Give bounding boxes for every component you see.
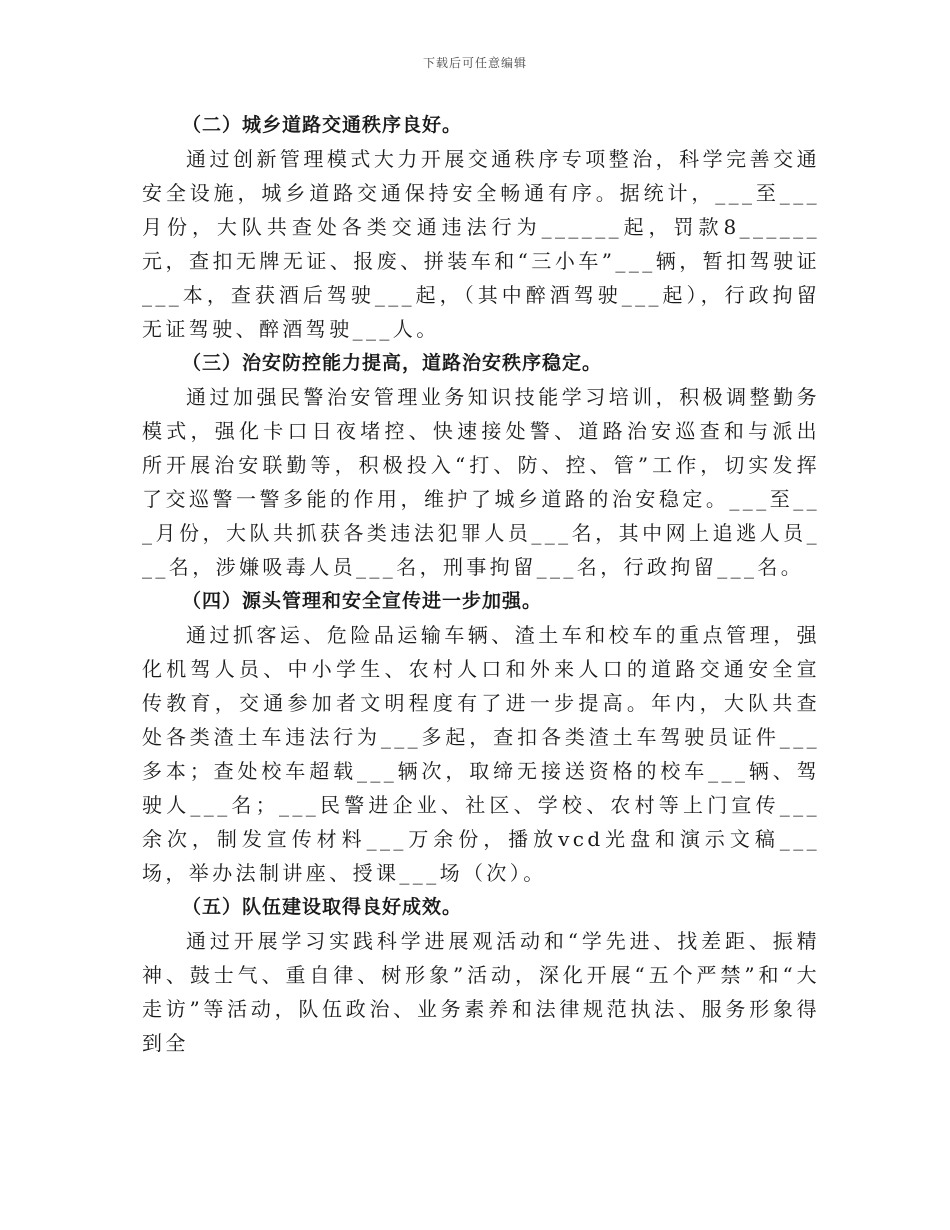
section-heading: （五）队伍建设取得良好成效。 <box>182 896 463 918</box>
section-4 <box>142 584 820 890</box>
document-body <box>142 108 820 1060</box>
section-paragraph: 通过创新管理模式大力开展交通秩序专项整治，科学完善交通安全设施，城乡道路交通保持安全畅通有序。据统计，___至___月份，大队共查处各类交通违法行为______起，罚款8______元，查扣无牌无证、报废、拼装车和“三小车”___辆，暂扣驾驶证___本，查获酒后驾驶___起，（其中醉酒驾驶___起），行政拘留无证驾驶、醉酒驾驶___人。 <box>142 147 820 341</box>
section-heading: （二）城乡道路交通秩序良好。 <box>182 114 463 136</box>
section-5 <box>142 890 820 1060</box>
section-paragraph: 通过抓客运、危险品运输车辆、渣土车和校车的重点管理，强化机驾人员、中小学生、农村人口和外来人口的道路交通安全宣传教育，交通参加者文明程度有了进一步提高。年内，大队共查处各类渣土车违法行为___多起，查扣各类渣土车驾驶员证件___多本；查处校车超载___辆次，取缔无接送资格的校车___辆、驾驶人___名；___民警进企业、社区、学校、农村等上门宣传___余次，制发宣传材料___万余份，播放vcd光盘和演示文稿___场，举办法制讲座、授课___场（次）。 <box>142 623 820 885</box>
page-header: 下载后可任意编辑 <box>422 56 527 70</box>
section-paragraph: 通过开展学习实践科学进展观活动和“学先进、找差距、振精神、鼓士气、重自律、树形象”活动，深化开展“五个严禁”和“大走访”等活动，队伍政治、业务素养和法律规范执法、服务形象得到全 <box>142 929 820 1055</box>
section-heading: （三）治安防控能力提高，道路治安秩序稳定。 <box>182 352 603 374</box>
section-3 <box>142 346 820 584</box>
section-heading: （四）源头管理和安全宣传进一步加强。 <box>182 590 543 612</box>
section-2 <box>142 108 820 346</box>
section-paragraph: 通过加强民警治安管理业务知识技能学习培训，积极调整勤务模式，强化卡口日夜堵控、快速接处警、道路治安巡查和与派出所开展治安联勤等，积极投入“打、防、控、管”工作，切实发挥了交巡警一警多能的作用，维护了城乡道路的治安稳定。___至___月份，大队共抓获各类违法犯罪人员___名，其中网上追逃人员___名，涉嫌吸毒人员___名，刑事拘留___名，行政拘留___名。 <box>142 385 820 579</box>
